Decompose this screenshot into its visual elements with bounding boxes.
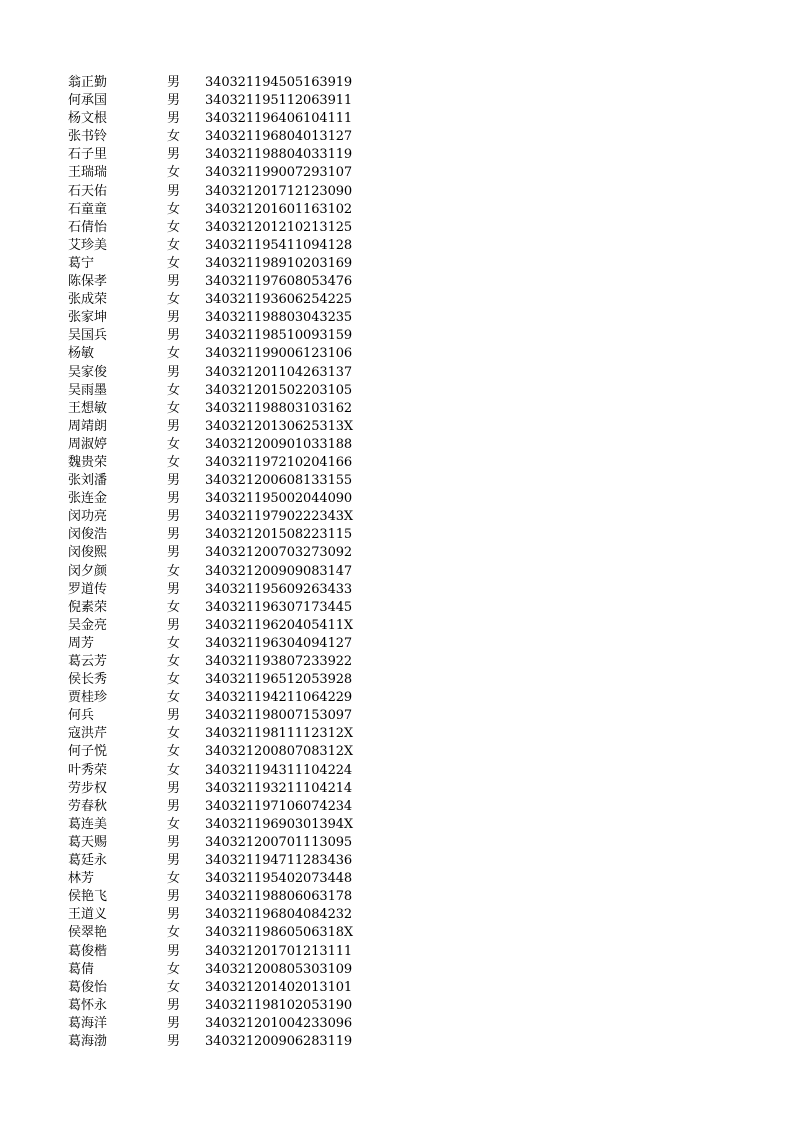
person-id-number: 340321194505163919: [205, 75, 353, 90]
table-row: [68, 255, 408, 273]
person-id-number: 340321198510093159: [205, 328, 353, 344]
person-name: 葛廷永: [68, 853, 108, 869]
person-name: 杨敏: [68, 346, 95, 362]
table-row: [68, 110, 408, 128]
person-id-number: 340321198803043235: [205, 310, 353, 326]
table-row: [68, 563, 408, 581]
person-sex: 女: [167, 563, 181, 579]
person-id-number: 340321198804033119: [205, 147, 353, 163]
person-id-number: 340321198007153097: [205, 708, 353, 724]
person-id-number: 340321200805303109: [205, 961, 353, 977]
person-sex: 女: [167, 871, 181, 887]
person-id-number: 340321201508223115: [205, 527, 353, 543]
person-name: 魏贵荣: [68, 454, 108, 470]
person-sex: 女: [167, 635, 181, 651]
person-name: 葛海洋: [68, 1015, 108, 1031]
person-sex: 男: [167, 491, 181, 507]
person-name: 周芳: [68, 635, 95, 651]
person-id-number: 340321200909083147: [205, 563, 353, 579]
person-sex: 女: [167, 690, 181, 706]
person-sex: 女: [167, 599, 181, 615]
person-id-number: 34032119860506318X: [205, 925, 354, 941]
person-sex: 女: [167, 454, 181, 470]
table-row: [68, 400, 408, 418]
table-row: [68, 164, 408, 182]
person-name: 闵俊浩: [68, 527, 108, 543]
person-name: 葛海渤: [68, 1033, 108, 1049]
person-id-number: 340321195402073448: [205, 871, 353, 887]
table-row: [68, 762, 408, 780]
person-sex: 男: [167, 853, 181, 869]
person-sex: 男: [167, 473, 181, 489]
person-sex: 女: [167, 436, 181, 452]
person-name: 葛俊楷: [68, 943, 108, 959]
person-name: 王想敏: [68, 400, 108, 416]
table-row: [68, 707, 408, 725]
person-sex: 男: [167, 364, 181, 380]
table-row: [68, 526, 408, 544]
table-row: [68, 1033, 408, 1051]
person-name: 翁正勤: [68, 75, 108, 90]
table-row: [68, 544, 408, 562]
table-row: [68, 418, 408, 436]
table-row: [68, 490, 408, 508]
table-row: [68, 1015, 408, 1033]
person-id-number: 340321201210213125: [205, 219, 353, 235]
person-id-number: 340321201712123090: [205, 183, 353, 199]
person-sex: 男: [167, 889, 181, 905]
table-row: [68, 74, 408, 92]
person-id-number: 340321195609263433: [205, 581, 353, 597]
person-sex: 男: [167, 1033, 181, 1049]
person-sex: 男: [167, 183, 181, 199]
person-name: 石天佑: [68, 183, 108, 199]
person-id-number: 340321194311104224: [205, 762, 353, 778]
person-sex: 女: [167, 762, 181, 778]
person-sex: 男: [167, 798, 181, 814]
table-row: [68, 635, 408, 653]
table-row: [68, 870, 408, 888]
person-sex: 男: [167, 708, 181, 724]
person-id-number: 340321194211064229: [205, 690, 353, 706]
table-row: [68, 345, 408, 363]
table-row: [68, 273, 408, 291]
person-name: 吴雨墨: [68, 382, 108, 398]
person-id-number: 340321198910203169: [205, 255, 353, 271]
person-id-number: 340321200608133155: [205, 473, 353, 489]
person-sex: 女: [167, 292, 181, 308]
person-id-number: 340321199006123106: [205, 346, 353, 362]
table-row: [68, 364, 408, 382]
person-name: 王道义: [68, 907, 108, 923]
person-sex: 女: [167, 816, 181, 832]
person-sex: 男: [167, 1015, 181, 1031]
table-row: [68, 382, 408, 400]
person-sex: 女: [167, 255, 181, 271]
person-id-number: 340321197106074234: [205, 798, 353, 814]
person-name: 张刘潘: [68, 473, 108, 489]
person-name: 闵俊熙: [68, 545, 108, 561]
person-name: 劳春秋: [68, 798, 108, 814]
person-name: 侯艳飞: [68, 889, 108, 905]
person-name: 葛宁: [68, 255, 95, 271]
person-name: 林芳: [68, 871, 95, 887]
person-sex: 男: [167, 907, 181, 923]
person-id-number: 340321196304094127: [205, 635, 353, 651]
person-id-number: 340321193807233922: [205, 654, 353, 669]
person-id-number: 34032120080708312X: [205, 744, 354, 760]
table-row: [68, 653, 408, 671]
person-sex: 男: [167, 509, 181, 525]
table-row: [68, 128, 408, 146]
table-row: [68, 979, 408, 997]
person-sex: 男: [167, 274, 181, 290]
table-row: [68, 183, 408, 201]
person-name: 寇洪芹: [68, 726, 108, 742]
person-sex: 男: [167, 617, 181, 633]
table-row: [68, 997, 408, 1015]
person-sex: 男: [167, 527, 181, 543]
person-sex: 女: [167, 672, 181, 688]
table-row: [68, 888, 408, 906]
person-id-number: 340321198806063178: [205, 889, 353, 905]
table-row: [68, 472, 408, 490]
person-name: 石子里: [68, 147, 108, 163]
table-row: [68, 309, 408, 327]
person-name: 叶秀荣: [68, 762, 108, 778]
person-id-number: 340321194711283436: [205, 853, 353, 869]
person-sex: 女: [167, 654, 181, 669]
roster-table: [68, 74, 408, 1051]
person-id-number: 340321201104263137: [205, 364, 353, 380]
person-name: 闵功亮: [68, 509, 108, 525]
person-name: 何承国: [68, 93, 108, 109]
person-name: 葛倩: [68, 961, 95, 977]
person-sex: 男: [167, 834, 181, 850]
person-name: 王瑞瑞: [68, 165, 108, 181]
person-sex: 女: [167, 165, 181, 181]
person-name: 吴金亮: [68, 617, 108, 633]
person-name: 石倩怡: [68, 219, 108, 235]
table-row: [68, 617, 408, 635]
person-name: 张家坤: [68, 310, 108, 326]
person-name: 陈保孝: [68, 274, 108, 290]
person-name: 葛云芳: [68, 654, 108, 669]
table-row: [68, 237, 408, 255]
table-row: [68, 291, 408, 309]
table-row: [68, 201, 408, 219]
person-id-number: 340321196406104111: [205, 111, 353, 127]
person-id-number: 340321197608053476: [205, 274, 353, 290]
person-sex: 女: [167, 961, 181, 977]
person-sex: 女: [167, 219, 181, 235]
table-row: [68, 924, 408, 942]
person-name: 侯长秀: [68, 672, 108, 688]
person-id-number: 340321201402013101: [205, 979, 353, 995]
table-row: [68, 816, 408, 834]
person-sex: 男: [167, 310, 181, 326]
person-sex: 男: [167, 111, 181, 127]
person-sex: 女: [167, 346, 181, 362]
table-row: [68, 961, 408, 979]
person-id-number: 340321200906283119: [205, 1033, 353, 1049]
person-sex: 男: [167, 943, 181, 959]
person-name: 张成荣: [68, 292, 108, 308]
person-name: 侯翠艳: [68, 925, 108, 941]
person-sex: 女: [167, 726, 181, 742]
person-id-number: 340321195002044090: [205, 491, 353, 507]
person-id-number: 340321196804013127: [205, 129, 353, 145]
person-name: 葛怀永: [68, 997, 108, 1013]
person-id-number: 34032120130625313X: [205, 418, 354, 434]
person-name: 艾珍美: [68, 237, 108, 253]
person-name: 葛天赐: [68, 834, 108, 850]
person-sex: 男: [167, 997, 181, 1013]
person-sex: 男: [167, 93, 181, 109]
person-name: 贾桂珍: [68, 690, 108, 706]
person-id-number: 340321200703273092: [205, 545, 353, 561]
table-row: [68, 599, 408, 617]
table-row: [68, 508, 408, 526]
person-sex: 女: [167, 237, 181, 253]
person-sex: 男: [167, 780, 181, 796]
person-id-number: 340321196804084232: [205, 907, 353, 923]
person-id-number: 340321196512053928: [205, 672, 353, 688]
person-name: 周靖朗: [68, 418, 108, 434]
person-sex: 男: [167, 581, 181, 597]
table-row: [68, 798, 408, 816]
table-row: [68, 436, 408, 454]
person-name: 杨文根: [68, 111, 108, 127]
person-sex: 女: [167, 744, 181, 760]
table-row: [68, 780, 408, 798]
person-id-number: 340321193211104214: [205, 780, 353, 796]
person-sex: 男: [167, 545, 181, 561]
person-id-number: 340321200701113095: [205, 834, 353, 850]
person-name: 张连金: [68, 491, 108, 507]
person-id-number: 340321201601163102: [205, 201, 353, 217]
table-row: [68, 327, 408, 345]
person-name: 葛连美: [68, 816, 108, 832]
table-row: [68, 219, 408, 237]
table-row: [68, 834, 408, 852]
person-id-number: 34032119690301394X: [205, 816, 354, 832]
person-id-number: 340321197210204166: [205, 454, 353, 470]
person-name: 何子悦: [68, 744, 108, 760]
person-id-number: 340321195411094128: [205, 237, 353, 253]
person-name: 周淑婷: [68, 436, 108, 452]
person-name: 劳步权: [68, 780, 108, 796]
person-sex: 男: [167, 147, 181, 163]
person-id-number: 340321200901033188: [205, 436, 353, 452]
person-id-number: 340321198803103162: [205, 400, 353, 416]
table-row: [68, 689, 408, 707]
table-row: [68, 906, 408, 924]
person-name: 吴国兵: [68, 328, 108, 344]
person-sex: 男: [167, 328, 181, 344]
table-row: [68, 852, 408, 870]
person-id-number: 340321199007293107: [205, 165, 353, 181]
person-id-number: 340321201004233096: [205, 1015, 353, 1031]
person-name: 葛俊怡: [68, 979, 108, 995]
person-name: 张书铃: [68, 129, 108, 145]
person-sex: 女: [167, 979, 181, 995]
person-sex: 女: [167, 129, 181, 145]
person-name: 闵夕颜: [68, 563, 108, 579]
person-sex: 男: [167, 418, 181, 434]
person-id-number: 340321195112063911: [205, 93, 353, 109]
person-name: 吴家俊: [68, 364, 108, 380]
table-row: [68, 146, 408, 164]
person-sex: 女: [167, 382, 181, 398]
person-id-number: 340321201701213111: [205, 943, 353, 959]
table-row: [68, 725, 408, 743]
person-sex: 女: [167, 400, 181, 416]
person-name: 何兵: [68, 708, 95, 724]
person-id-number: 340321201502203105: [205, 382, 353, 398]
person-name: 石童童: [68, 201, 108, 217]
person-name: 罗道传: [68, 581, 108, 597]
table-row: [68, 581, 408, 599]
table-row: [68, 743, 408, 761]
person-sex: 男: [167, 75, 181, 90]
person-sex: 女: [167, 201, 181, 217]
person-id-number: 340321196307173445: [205, 599, 353, 615]
person-sex: 女: [167, 925, 181, 941]
table-row: [68, 92, 408, 110]
person-id-number: 34032119620405411X: [205, 617, 354, 633]
person-name: 倪素荣: [68, 599, 108, 615]
person-id-number: 34032119790222343X: [205, 509, 354, 525]
table-row: [68, 671, 408, 689]
person-id-number: 34032119811112312X: [205, 726, 354, 742]
table-row: [68, 454, 408, 472]
person-id-number: 340321193606254225: [205, 292, 353, 308]
table-row: [68, 943, 408, 961]
person-id-number: 340321198102053190: [205, 997, 353, 1013]
